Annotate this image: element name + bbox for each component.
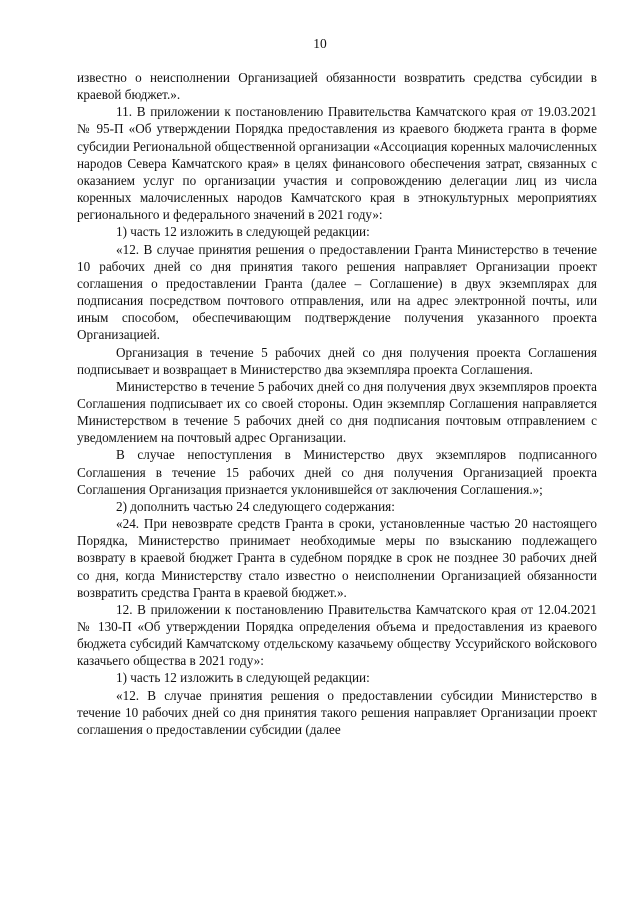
paragraph-clause-12-organization: Организация в течение 5 рабочих дней со дня получения проекта Соглашения подписывает и возвращает в Министерство два экземпляра проекта Соглашения.: [77, 344, 597, 377]
paragraph-item-12-1: 1) часть 12 изложить в следующей редакции:: [116, 670, 370, 686]
paragraph-clause-12-ministry: Министерство в течение 5 рабочих дней со дня получения двух экземпляров проекта Соглашения подписывает их со своей стороны. Один экземпляр Соглашения направляется Министерством в течение 5 рабочих дней со дня подписания почтовым отправлением с уведомлением на почтовый адрес Организации.: [77, 378, 597, 446]
paragraph-item-11-1: 1) часть 12 изложить в следующей редакции:: [116, 224, 370, 240]
document-body: [77, 69, 597, 738]
paragraph-item-12: 12. В приложении к постановлению Правительства Камчатского края от 12.04.2021 № 130-П «Об утверждении Порядка определения объема и предоставления из краевого бюджета субсидий Камчатскому отдельскому казачьему обществу Уссурийского войскового казачьего общества в 2021 году»:: [77, 601, 597, 669]
paragraph-clause-12-subsidy: «12. В случае принятия решения о предоставлении субсидии Министерство в течение 10 рабочих дней со дня принятия такого решения направляет Организации проект соглашения о предоставлении субсидии (далее: [77, 687, 597, 737]
paragraph-item-11-2: 2) дополнить частью 24 следующего содержания:: [116, 498, 395, 514]
paragraph-continuation: известно о неисполнении Организацией обязанности возвратить средства субсидии в краевой бюджет.».: [77, 70, 597, 103]
paragraph-item-11: 11. В приложении к постановлению Правительства Камчатского края от 19.03.2021 № 95-П «Об утверждении Порядка предоставления из краевого бюджета гранта в форме субсидии Региональной общественной организации «Ассоциация коренных малочисленных народов Севера Камчатского края» в целях финансового обеспечения затрат, связанных с оказанием услуг по организации участия и сопровождению делегации лиц из числа коренных малочисленных народов Камчатского края в этнокультурных мероприятиях регионального и федерального значений в 2021 году»:: [77, 104, 597, 223]
paragraph-clause-12-decision: «12. В случае принятия решения о предоставлении Гранта Министерство в течение 10 рабочих дней со дня принятия такого решения направляет Организации проект соглашения о предоставлении Гранта (далее – Соглашение) в двух экземплярах для подписания посредством почтового отправления, или на адрес электронной почты, или иным способом, обеспечивающим подтверждение получения указанного проекта Организацией.: [77, 241, 597, 343]
paragraph-clause-24: «24. При невозврате средств Гранта в сроки, установленные частью 20 настоящего Порядка, Министерство принимает необходимые меры по взысканию подлежащего возврату в краевой бюджет Гранта в судебном порядке в срок не позднее 30 рабочих дней со дня, когда Министерству стало известно о неисполнении Организацией обязанности возвратить средства Гранта в краевой бюджет.».: [77, 516, 597, 600]
page-number: 10: [313, 36, 327, 51]
paragraph-clause-12-refusal: В случае непоступления в Министерство двух экземпляров подписанного Соглашения в течение 15 рабочих дней со дня получения Организацией проекта Соглашения Организация признается уклонившейся от заключения Соглашения.»;: [77, 447, 597, 497]
